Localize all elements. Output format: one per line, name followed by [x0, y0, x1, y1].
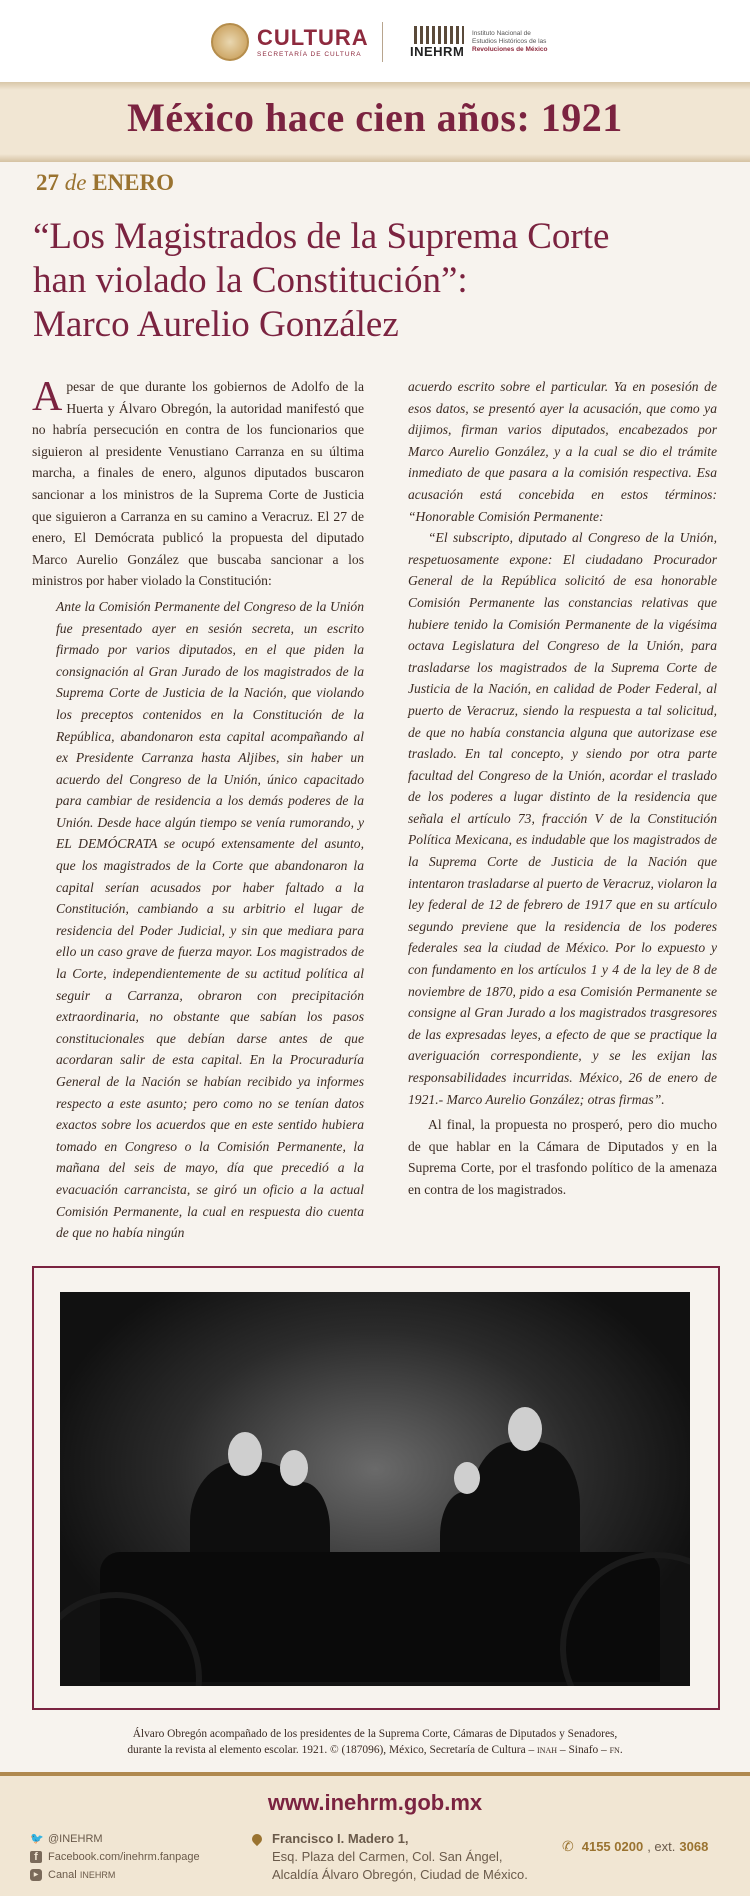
inehrm-wordmark: INEHRM: [410, 44, 465, 59]
intro-paragraph: Apesar de que durante los gobiernos de Adolfo de la Huerta y Álvaro Obregón, la autoridad manifestó que no habría persecución en contra de los funcionarios que siguieron al presidente Venustiano Carranza en su última marcha, a finales de enero, algunos diputados buscaron sancionar a los ministros de la Suprema Corte de Justicia que siguieron a Carranza en su camino a Veracruz. El 27 de enero, El Demócrata publicó la propuesta del diputado Marco Aurelio González que buscaba sancionar a los ministros por haber violado la Constitución:: [32, 374, 364, 589]
address-line-1: Francisco I. Madero 1,: [272, 1831, 409, 1846]
location-pin-icon: [250, 1832, 264, 1846]
article-column-left: [32, 376, 364, 1244]
footer: [0, 1772, 750, 1896]
quote-block-2: “El subscripto, diputado al Congreso de la Unión, respetuosamente expone: El ciudadano Procurador General de la República solicitó de esa honorable Comisión Permanente las constancias relativas que hubiere tenido la Comisión Permanente de la vigésima octava Legislatura del Congreso de la Unión, para trasladarse los magistrados de la Suprema Corte de Justicia de la Nación, en calidad de Poder Federal, al puerto de Veracruz, siendo la respuesta a tal solicitud, de que no había constancia alguna que autorizase ese traslado. En tal concepto, y siendo por otra parte facultad del Congreso de la Unión, acordar el traslado de los poderes a lugar distinto de la residencia que señala el artículo 73, fracción V de la Constitución Política Mexicana, es indudable que los magistrados de la Suprema Corte de Justicia de la Nación que intentaron trasladarse al puerto de Veracruz, violaron la ley federal de 12 de febrero de 1917 que en su artículo segundo previene que la residencia de los poderes federales sea la ciudad de México. Por lo expuesto y con fundamento en los artículos 1 y 4 de la ley de 8 de noviembre de 1870, pido a esa Comisión Permanente se consigne al Gran Jurado a los magistrados trasgresores de las expresadas leyes, a efecto de que se practique la averiguación correspondiente, y se les exijan las responsabilidades incurridas. México, 26 de enero de 1921.- Marco Aurelio González; otras firmas”.: [408, 530, 717, 1107]
phone-block[interactable]: ✆ 4155 0200 , ext. 3068: [562, 1838, 709, 1854]
eagle-seal-icon: [211, 23, 249, 61]
page-title: México hace cien años: 1921: [127, 95, 623, 140]
cultura-subtitle: SECRETARÍA DE CULTURA: [257, 50, 362, 58]
inehrm-logo[interactable]: [410, 24, 548, 60]
quote-block-1: Ante la Comisión Permanente del Congreso de la Unión fue presentado ayer en sesión secreta, un escrito firmado por varios diputados, en el que piden la consignación al Gran Jurado de los magistrados de la Suprema Corte de Justicia de la Nación, que violando los preceptos contenidos en la Constitución de la República, abandonaron esta capital acompañando al ex Presidente Carranza hasta Aljibes, sin haber un acuerdo del Congreso de la Unión, único capacitado para cambiar de residencia a los demás poderes de la Unión. Desde hace algún tiempo se venía rumorando, y EL DEMÓCRATA se ocupó extensamente del asunto, que los magistrados de la Corte que abandonaron la capital serían acusados por haber faltado a la Constitución, cambiando a su arbitrio el lugar de residencia del Poder Judicial, y sin que mediara para ello un caso grave de fuerza mayor. Los magistrados de la Corte, independientemente de su actitud política al seguir a Carranza, obraron con precipitación extraordinaria, no obstante que sabían los pasos constitucionales que debían darse antes de que acordaran salir de esta capital. En la Procuraduría General de la Nación se habían recibido ya informes respecto a este asunto; pero como no se tenían datos exactos sobre los acuerdos que en este sentido hubiera tomado en Congreso o la Comisión Permanente, la mañana del seis de mayo, día que precedió a la evacuación carrancista, se giró un oficio a la actual Comisión Permanente, la cual en respuesta dio cuenta de que no había ningún: [56, 598, 364, 1241]
building-icon: [410, 24, 468, 60]
article-column-right: [408, 376, 717, 1201]
inehrm-description: Instituto Nacional de Estudios Históricos de las Revoluciones de México: [472, 30, 548, 53]
title-band: [0, 82, 750, 162]
top-header: [0, 0, 750, 82]
historical-photo: [60, 1292, 690, 1686]
article-date: 27 de ENERO: [36, 170, 175, 195]
photo-caption: Álvaro Obregón acompañado de los presidentes de la Suprema Corte, Cámaras de Diputados y Senadores, durante la revista al elemento escolar. 1921. © (187096), México, Secretaría de Cultura – inah – Sinafo – fn.: [127, 1728, 623, 1756]
address-line-2: Esq. Plaza del Carmen, Col. San Ángel,: [272, 1849, 503, 1864]
conclusion-paragraph: Al final, la propuesta no prosperó, pero dio mucho de que hablar en la Cámara de Diputados y en la Suprema Corte, por el trasfondo político de la amenaza en contra de los magistrados.: [408, 1117, 717, 1197]
address-block: [252, 1830, 528, 1884]
cultura-logo[interactable]: [211, 22, 369, 62]
phone-icon: ✆: [562, 1838, 574, 1854]
twitter-link[interactable]: 🐦 @INEHRM: [30, 1833, 103, 1845]
twitter-icon: 🐦: [30, 1833, 44, 1845]
logo-divider: [382, 22, 383, 62]
address-line-3: Alcaldía Álvaro Obregón, Ciudad de México.: [272, 1867, 528, 1882]
drop-cap: A: [32, 374, 63, 420]
article-headline: “Los Magistrados de la Suprema Corte han violado la Constitución”: Marco Aurelio González: [33, 216, 610, 345]
facebook-icon: f: [30, 1851, 42, 1863]
quote-block-1-continued: acuerdo escrito sobre el particular. Ya en posesión de esos datos, se presentó ayer la acusación, que como ya dijimos, firman varios diputados, encabezados por Marco Aurelio González, y a la cual se dio el trámite inmediato de que pasara a la comisión respectiva. Esa acusación está concebida en estos términos: “Honorable Comisión Permanente:: [408, 379, 717, 524]
youtube-icon: ▶: [30, 1869, 42, 1881]
youtube-link[interactable]: ▶ Canal INEHRM: [30, 1866, 200, 1884]
social-links: [30, 1830, 200, 1884]
website-link[interactable]: www.inehrm.gob.mx: [267, 1790, 483, 1815]
photo-frame: [32, 1266, 720, 1710]
facebook-link[interactable]: f Facebook.com/inehrm.fanpage: [30, 1848, 200, 1866]
cultura-wordmark: CULTURA: [257, 24, 369, 50]
